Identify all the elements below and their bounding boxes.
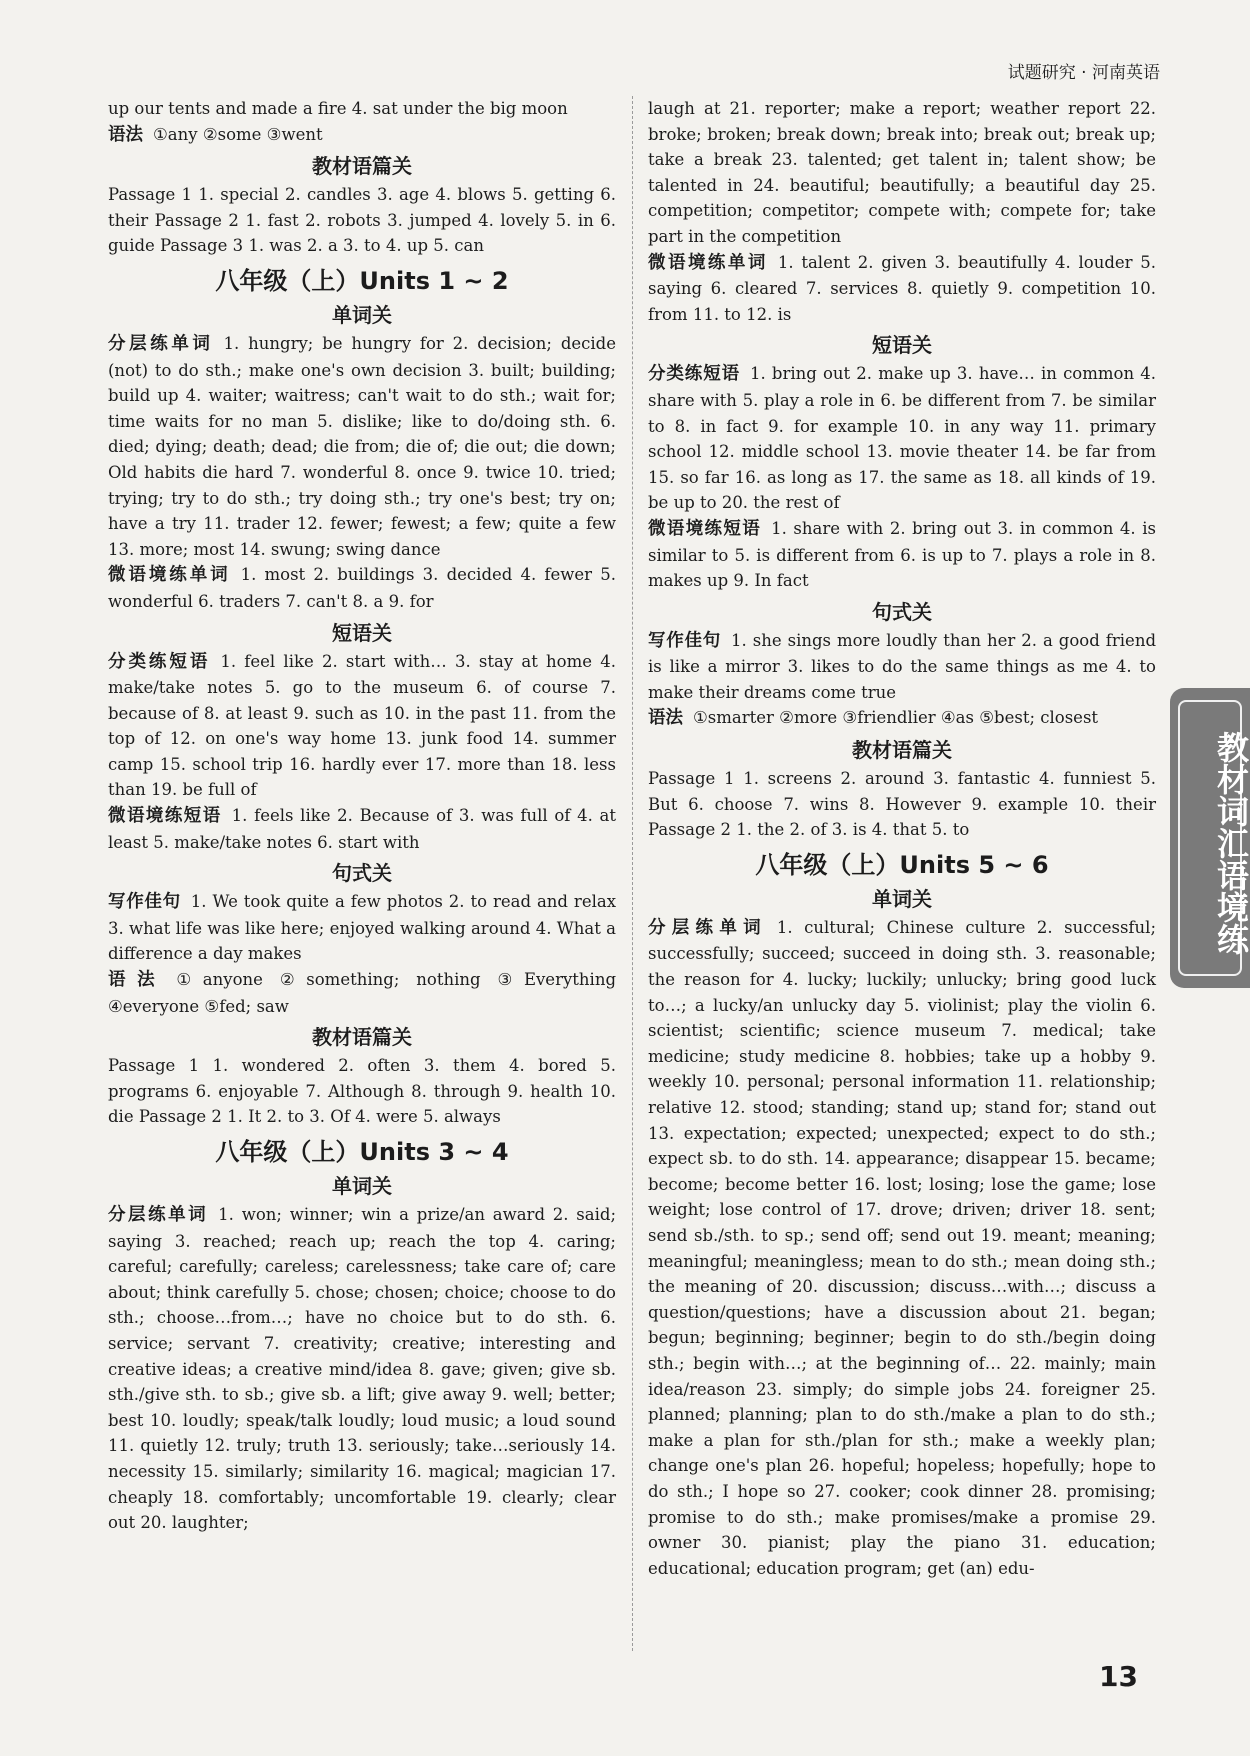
- answer-text: 1. she sings more loudly than her 2. a good friend is like a mirror 3. likes to do the same things as me 4. to make their dreams come true: [648, 630, 1157, 702]
- answer-text: 1. feels like 2. Because of 3. was full of 4. at least 5. make/take notes 6. start with: [108, 806, 616, 852]
- side-tab-label: 教材词汇语境练: [1212, 731, 1250, 955]
- left-column: [108, 96, 616, 1536]
- section-label: 分层练单词: [108, 1205, 209, 1225]
- section-label: 分类练短语: [648, 364, 741, 385]
- section-label: 微语境练短语: [648, 518, 762, 539]
- phrase-context-answers: [108, 803, 616, 855]
- left-grammar-line: [108, 122, 616, 149]
- vocab-context-answers: [108, 562, 616, 614]
- section-heading: 教材语篇关: [852, 738, 952, 763]
- vocab-answers: [108, 331, 616, 562]
- section-label: 语法: [108, 970, 167, 991]
- section-label: 微语境练短语: [108, 806, 222, 827]
- vocab-answers-continued: laugh at 21. reporter; make a report; weather report 22. broke; broken; break down; break into; break out; break up; take a break 23. talented; get talent in; talent show; be talented in 24. beautiful; beautifully; a beautiful day 25. competition; competitor; compete with; compete for; take part in the competition: [648, 99, 1156, 246]
- answer-text: ①any ②some ③went: [153, 124, 323, 144]
- answer-text: 1. hungry; be hungry for 2. decision; decide (not) to do sth.; make one's own decision 3. built; building; build up 4. waiter; waitress; can't wait to do sth.; wait for; time waits for no man 5. dislike; like to do/doing sth. 6. died; dying; death; dead; die from; die of; die out; die down; Old habits die hard 7. wonderful 8. once 9. twice 10. tried; trying; try to do sth.; try doing sth.; try one's best; try on; have a try 11. trader 12. fewer; fewest; a few; quite a few 13. more; most 14. swung; swing dance: [108, 333, 617, 559]
- section-label: 分类练短语: [108, 651, 211, 672]
- unit-heading: 八年级（上）Units 1 ~ 2: [215, 266, 509, 295]
- phrase-answers: [108, 649, 616, 804]
- section-heading: 句式关: [872, 599, 932, 624]
- vocab-context-answers: [648, 250, 1156, 328]
- section-heading: 教材语篇关: [312, 1025, 412, 1050]
- section-label: 分层练单词: [648, 917, 767, 938]
- section-heading: 句式关: [332, 861, 392, 886]
- answer-text: 1. feel like 2. start with… 3. stay at home 4. make/take notes 5. go to the museum 6. of course 7. because of 8. at least 9. such as 10. in the past 11. from the top of 12. on one's way home 13. junk food 14. summer camp 15. school trip 16. hardly ever 17. more than 18. less than 19. be full of: [108, 651, 616, 800]
- section-label: 微语境练单词: [648, 252, 768, 273]
- section-heading: 单词关: [332, 302, 392, 327]
- unit-heading: 八年级（上）Units 3 ~ 4: [215, 1138, 509, 1166]
- left-paragraph-1: up our tents and made a fire 4. sat under the big moon: [108, 99, 568, 118]
- answer-text: 1. share with 2. bring out 3. in common 4. is similar to 5. is different from 6. is up to 7. plays a role in 8. makes up 9. In fact: [648, 518, 1157, 591]
- answer-text: ①anyone ②something; nothing ③Everything ④everyone ⑤fed; saw: [108, 970, 617, 1016]
- answer-text: 1. most 2. buildings 3. decided 4. fewer 5. wonderful 6. traders 7. can't 8. a 9. for: [108, 565, 616, 611]
- sentence-answers: [648, 628, 1156, 706]
- passage-answers: Passage 1 1. screens 2. around 3. fantastic 4. funniest 5. But 6. choose 7. wins 8. However 9. example 10. their Passage 2 1. the 2. of 3. is 4. that 5. to: [648, 769, 1156, 840]
- unit-heading: 八年级（上）Units 5 ~ 6: [755, 850, 1049, 879]
- passage-answers: Passage 1 1. special 2. candles 3. age 4. blows 5. getting 6. their Passage 2 1. fast 2. robots 3. jumped 4. lovely 5. in 6. guide Passage 3 1. was 2. a 3. to 4. up 5. can: [108, 185, 616, 256]
- right-column: [648, 96, 1156, 1581]
- section-heading: 教材语篇关: [312, 154, 412, 179]
- section-heading: 短语关: [872, 333, 932, 358]
- section-label: 语法: [648, 708, 683, 729]
- vocab-answers: [648, 915, 1156, 1581]
- vocab-answers: [108, 1202, 616, 1536]
- phrase-answers: [648, 361, 1156, 516]
- section-label: 写作佳句: [648, 630, 722, 651]
- section-label: 分层练单词: [108, 333, 214, 354]
- column-divider: [632, 96, 633, 1651]
- page-number: 13: [1099, 1660, 1138, 1693]
- sentence-answers: [108, 889, 616, 967]
- answer-text: 1. cultural; Chinese culture 2. successful; successfully; succeed; succeed in doing sth. 3. reasonable; the reason for 4. lucky; luckily; unlucky; bring good luck to…; a lucky/an unlucky day 5. violinist; play the violin 6. scientist; scientific; science museum 7. medical; take medicine; study medicine 8. hobbies; take up a hobby 9. weekly 10. personal; personal information 11. relationship; relative 12. stood; standing; stand up; stand for; stand out 13. expectation; expected; unexpected; expect to do sth.; expect sb. to do sth. 14. appearance; disappear 15. became; become; become better 16. lost; losing; lose the game; lose weight; lose control of 17. drove; driven; driver 18. sent; send sb./sth. to sp.; send off; send out 19. meant; meaning; meaningful; meaningless; mean to do sth.; mean doing sth.; the meaning of 20. discussion; discuss…with…; discuss a question/questions; have a discussion about 21. began; begun; beginning; beginner; begin to do sth./begin doing sth.; begin with…; at the beginning of… 22. mainly; main idea/reason 23. simply; do simple jobs 24. foreigner 25. planned; planning; plan to do sth./make a plan to do sth.; make a plan for sth./plan for sth.; make a weekly plan; change one's plan 26. hopeful; hopeless; hopefully; hope to do sth.; I hope so 27. cooker; cook dinner 28. promising; promise to do sth.; make promises/make a promise 29. owner 30. pianist; play the piano 31. education; educational; education program; get (an) edu-: [648, 917, 1156, 1578]
- grammar-answers: [108, 967, 616, 1019]
- section-label: 写作佳句: [108, 892, 181, 913]
- answer-text: 1. bring out 2. make up 3. have… in common 4. share with 5. play a role in 6. be different from 7. be similar to 8. in fact 9. for example 10. in any way 11. primary school 12. middle school 13. movie theater 14. be far from 15. so far 16. as long as 17. the same as 18. all kinds of 19. be up to 20. the rest of: [648, 364, 1156, 513]
- section-label: 语法: [108, 124, 143, 145]
- answer-text: ①smarter ②more ③friendlier ④as ⑤best; closest: [693, 708, 1099, 728]
- answer-text: 1. won; winner; win a prize/an award 2. said; saying 3. reached; reach up; reach the top 4. caring; careful; carefully; careless; carelessness; take care of; care about; think carefully 5. chose; chosen; choice; choose to do sth.; choose…from…; have no choice but to do sth. 6. service; servant 7. creativity; creative; interesting and creative ideas; a creative mind/idea 8. gave; given; give sb. sth./give sth. to sb.; give sb. a lift; give away 9. well; better; best 10. loudly; speak/talk loudly; loud music; a loud sound 11. quietly 12. truly; truth 13. seriously; take…seriously 14. necessity 15. similarly; similarity 16. magical; magician 17. cheaply 18. comfortably; uncomfortable 19. clearly; clear out 20. laughter;: [108, 1205, 617, 1533]
- answer-text: 1. talent 2. given 3. beautifully 4. louder 5. saying 6. cleared 7. services 8. quietly 9. competition 10. from 11. to 12. is: [648, 252, 1157, 324]
- passage-answers: Passage 1 1. wondered 2. often 3. them 4. bored 5. programs 6. enjoyable 7. Although 8. through 9. health 10. die Passage 2 1. It 2. to 3. Of 4. were 5. always: [108, 1056, 616, 1127]
- section-heading: 短语关: [332, 620, 392, 645]
- grammar-answers: [648, 705, 1156, 732]
- page-header: 试题研究 · 河南英语: [1007, 63, 1160, 83]
- section-heading: 单词关: [332, 1174, 392, 1198]
- section-heading: 单词关: [872, 886, 932, 911]
- side-tab: [1170, 688, 1250, 988]
- phrase-context-answers: [648, 516, 1156, 594]
- answer-text: 1. We took quite a few photos 2. to read and relax 3. what life was like here; enjoyed walking around 4. What a difference a day makes: [108, 892, 617, 964]
- section-label: 微语境练单词: [108, 565, 231, 586]
